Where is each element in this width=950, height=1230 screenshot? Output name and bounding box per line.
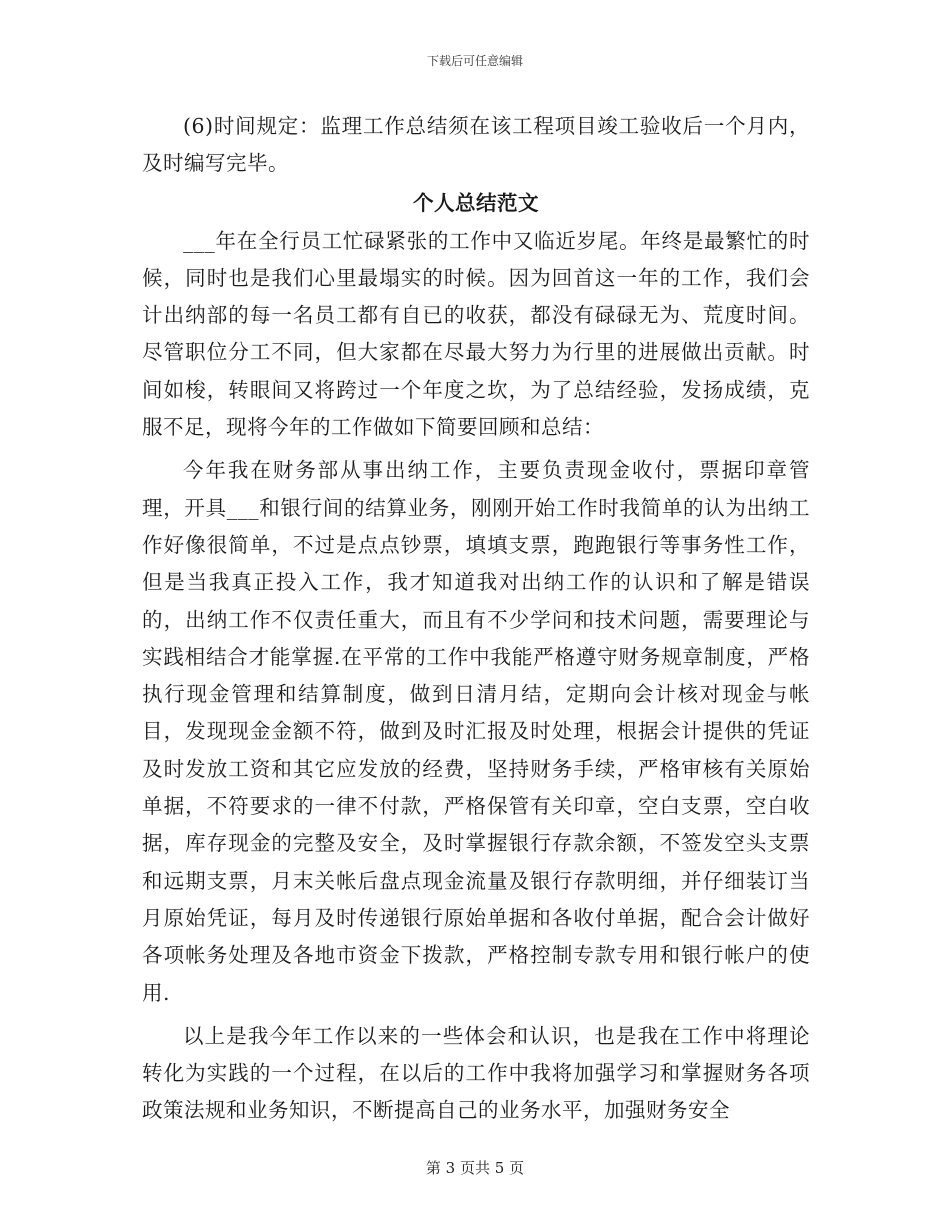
section-title: 个人总结范文 xyxy=(413,190,539,215)
paragraph-2: 今年我在财务部从事出纳工作，主要负责现金收付，票据印章管理，开具___和银行间的结算业务，刚刚开始工作时我简单的认为出纳工作好像很简单，不过是点点钞票，填填支票，跑跑银行等事务性工作，但是当我真正投入工作，我才知道我对出纳工作的认识和了解是错误的，出纳工作不仅责任重大，而且有不少学问和技术问题，需要理论与实践相结合才能掌握.在平常的工作中我能严格遵守财务规章制度，严格执行现金管理和结算制度，做到日清月结，定期向会计核对现金与帐目，发现现金金额不符，做到及时汇报及时处理，根据会计提供的凭证及时发放工资和其它应发放的经费，坚持财务手续，严格审核有关原始单据，不符要求的一律不付款，严格保管有关印章，空白支票，空白收据，库存现金的完整及安全，及时掌握银行存款余额，不签发空头支票和远期支票，月末关帐后盘点现金流量及银行存款明细，并仔细装订当月原始凭证，每月及时传递银行原始单据和各收付单据，配合会计做好各项帐务处理及各地市资金下拨款，严格控制专款专用和银行帐户的使用. xyxy=(142,458,810,1005)
intro-paragraph: (6)时间规定：监理工作总结须在该工程项目竣工验收后一个月内，及时编写完毕。 xyxy=(142,114,810,176)
paragraph-3: 以上是我今年工作以来的一些体会和认识，也是我在工作中将理论转化为实践的一个过程，在以后的工作中我将加强学习和掌握财务各项政策法规和业务知识，不断提高自己的业务水平，加强财务安全 xyxy=(142,1023,810,1123)
paragraph-1: ___年在全行员工忙碌紧张的工作中又临近岁尾。年终是最繁忙的时候，同时也是我们心里最塌实的时候。因为回首这一年的工作，我们会计出纳部的每一名员工都有自已的收获，都没有碌碌无为、荒度时间。尽管职位分工不同，但大家都在尽最大努力为行里的进展做出贡献。时间如梭，转眼间又将跨过一个年度之坎，为了总结经验，发扬成绩，克服不足，现将今年的工作做如下简要回顾和总结： xyxy=(142,228,810,440)
page-header-note: 下载后可任意编辑 xyxy=(426,54,523,68)
document-body xyxy=(142,108,810,1130)
page-footer-number: 第 3 页共 5 页 xyxy=(425,1159,525,1177)
